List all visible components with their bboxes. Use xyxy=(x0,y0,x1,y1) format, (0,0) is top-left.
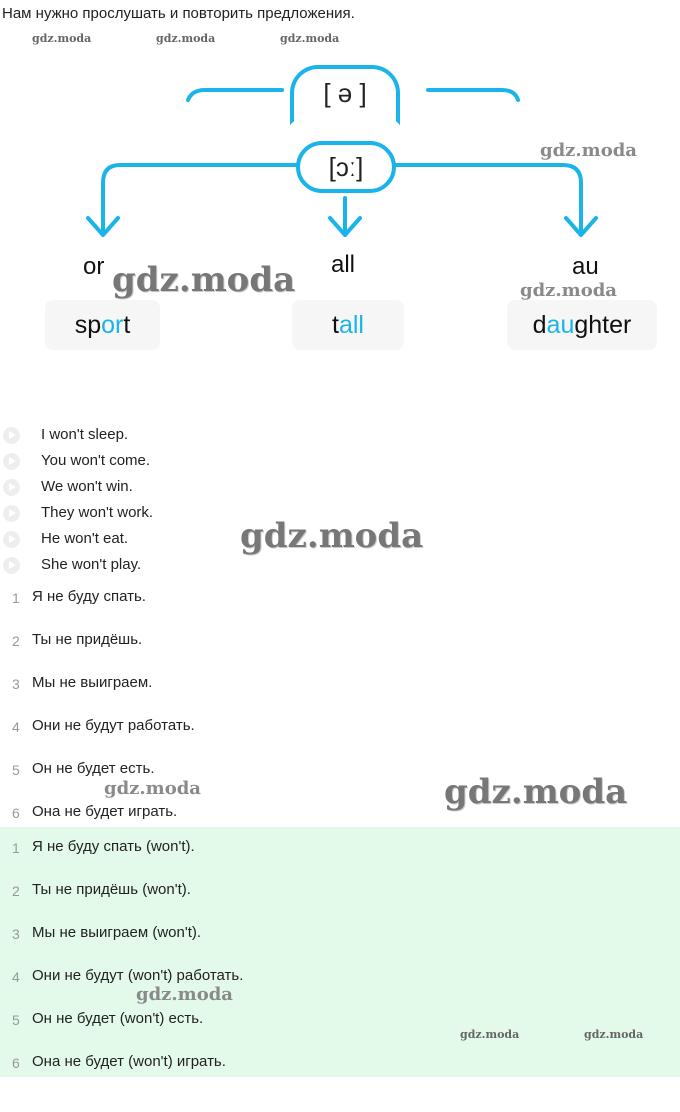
branch-right-line xyxy=(396,165,581,233)
word-letters: d xyxy=(532,311,547,339)
play-icon[interactable] xyxy=(3,531,20,548)
translation-text: Мы не выиграем. xyxy=(32,674,153,691)
word-letters: t xyxy=(123,311,131,339)
audio-sentence-text: You won't come. xyxy=(41,452,151,469)
answer-text: Я не буду спать (won't). xyxy=(32,838,195,855)
watermark: gdz.moda xyxy=(112,260,296,300)
highlighted-letters: or xyxy=(101,311,124,339)
audio-sentence-text: He won't eat. xyxy=(41,530,129,547)
row-number: 3 xyxy=(12,676,20,692)
audio-sentence-text: I won't sleep. xyxy=(41,426,129,443)
example-word-tall xyxy=(292,300,404,350)
watermark: gdz.moda xyxy=(444,772,628,812)
row-number: 5 xyxy=(12,1012,20,1028)
example-word-sport xyxy=(45,300,160,350)
intro-text: Нам нужно прослушать и повторить предложения. xyxy=(2,5,355,22)
row-number: 5 xyxy=(12,762,20,778)
example-word-daughter xyxy=(507,300,657,350)
row-number: 1 xyxy=(12,840,20,856)
audio-sentence-text: We won't win. xyxy=(41,478,133,495)
audio-sentence-text: She won't play. xyxy=(41,556,142,573)
row-number: 3 xyxy=(12,926,20,942)
answer-text: Они не будут (won't) работать. xyxy=(32,967,244,984)
word-letters: ghter xyxy=(574,311,632,339)
translation-text: Ты не придёшь. xyxy=(32,631,143,648)
row-number: 4 xyxy=(12,969,20,985)
branch-label-all: all xyxy=(331,251,356,278)
translation-text: Он не будет есть. xyxy=(32,760,155,777)
answer-text: Он не будет (won't) есть. xyxy=(32,1010,204,1027)
highlighted-letters: all xyxy=(338,311,364,339)
play-icon[interactable] xyxy=(3,453,20,470)
play-icon[interactable] xyxy=(3,557,20,574)
word-letters: t xyxy=(332,311,339,339)
row-number: 6 xyxy=(12,1055,20,1071)
watermark: gdz.moda xyxy=(156,32,216,45)
watermark: gdz.moda xyxy=(240,516,424,556)
branch-left-line xyxy=(103,165,296,233)
play-icon[interactable] xyxy=(3,505,20,522)
row-number: 4 xyxy=(12,719,20,735)
watermark: gdz.moda xyxy=(540,140,637,161)
watermark: gdz.moda xyxy=(460,1028,520,1041)
top-bracket-left xyxy=(188,90,282,100)
main-sound-pill: [ɔː] xyxy=(296,141,396,193)
branch-label-au: au xyxy=(572,253,599,280)
watermark: gdz.moda xyxy=(32,32,92,45)
highlighted-letters: au xyxy=(546,311,575,339)
audio-sentence-text: They won't work. xyxy=(41,504,154,521)
watermark: gdz.moda xyxy=(104,778,201,799)
play-icon[interactable] xyxy=(3,427,20,444)
watermark: gdz.moda xyxy=(280,32,340,45)
word-letters: sp xyxy=(74,311,102,339)
play-icon[interactable] xyxy=(3,479,20,496)
translation-text: Они не будут работать. xyxy=(32,717,195,734)
answer-text: Мы не выиграем (won't). xyxy=(32,924,202,941)
answer-section xyxy=(0,827,680,1077)
watermark: gdz.moda xyxy=(584,1028,644,1041)
answer-text: Она не будет (won't) играть. xyxy=(32,1053,226,1070)
answer-text: Ты не придёшь (won't). xyxy=(32,881,191,898)
translation-text: Я не буду спать. xyxy=(32,588,146,605)
top-bracket-right xyxy=(428,90,518,100)
row-number: 6 xyxy=(12,805,20,821)
watermark: gdz.moda xyxy=(520,280,617,301)
row-number: 2 xyxy=(12,883,20,899)
watermark: gdz.moda xyxy=(136,984,233,1005)
branch-label-or: or xyxy=(83,253,105,280)
row-number: 1 xyxy=(12,590,20,606)
schwa-sound-pill: [ ə ] xyxy=(290,65,400,125)
translation-text: Она не будет играть. xyxy=(32,803,178,820)
row-number: 2 xyxy=(12,633,20,649)
